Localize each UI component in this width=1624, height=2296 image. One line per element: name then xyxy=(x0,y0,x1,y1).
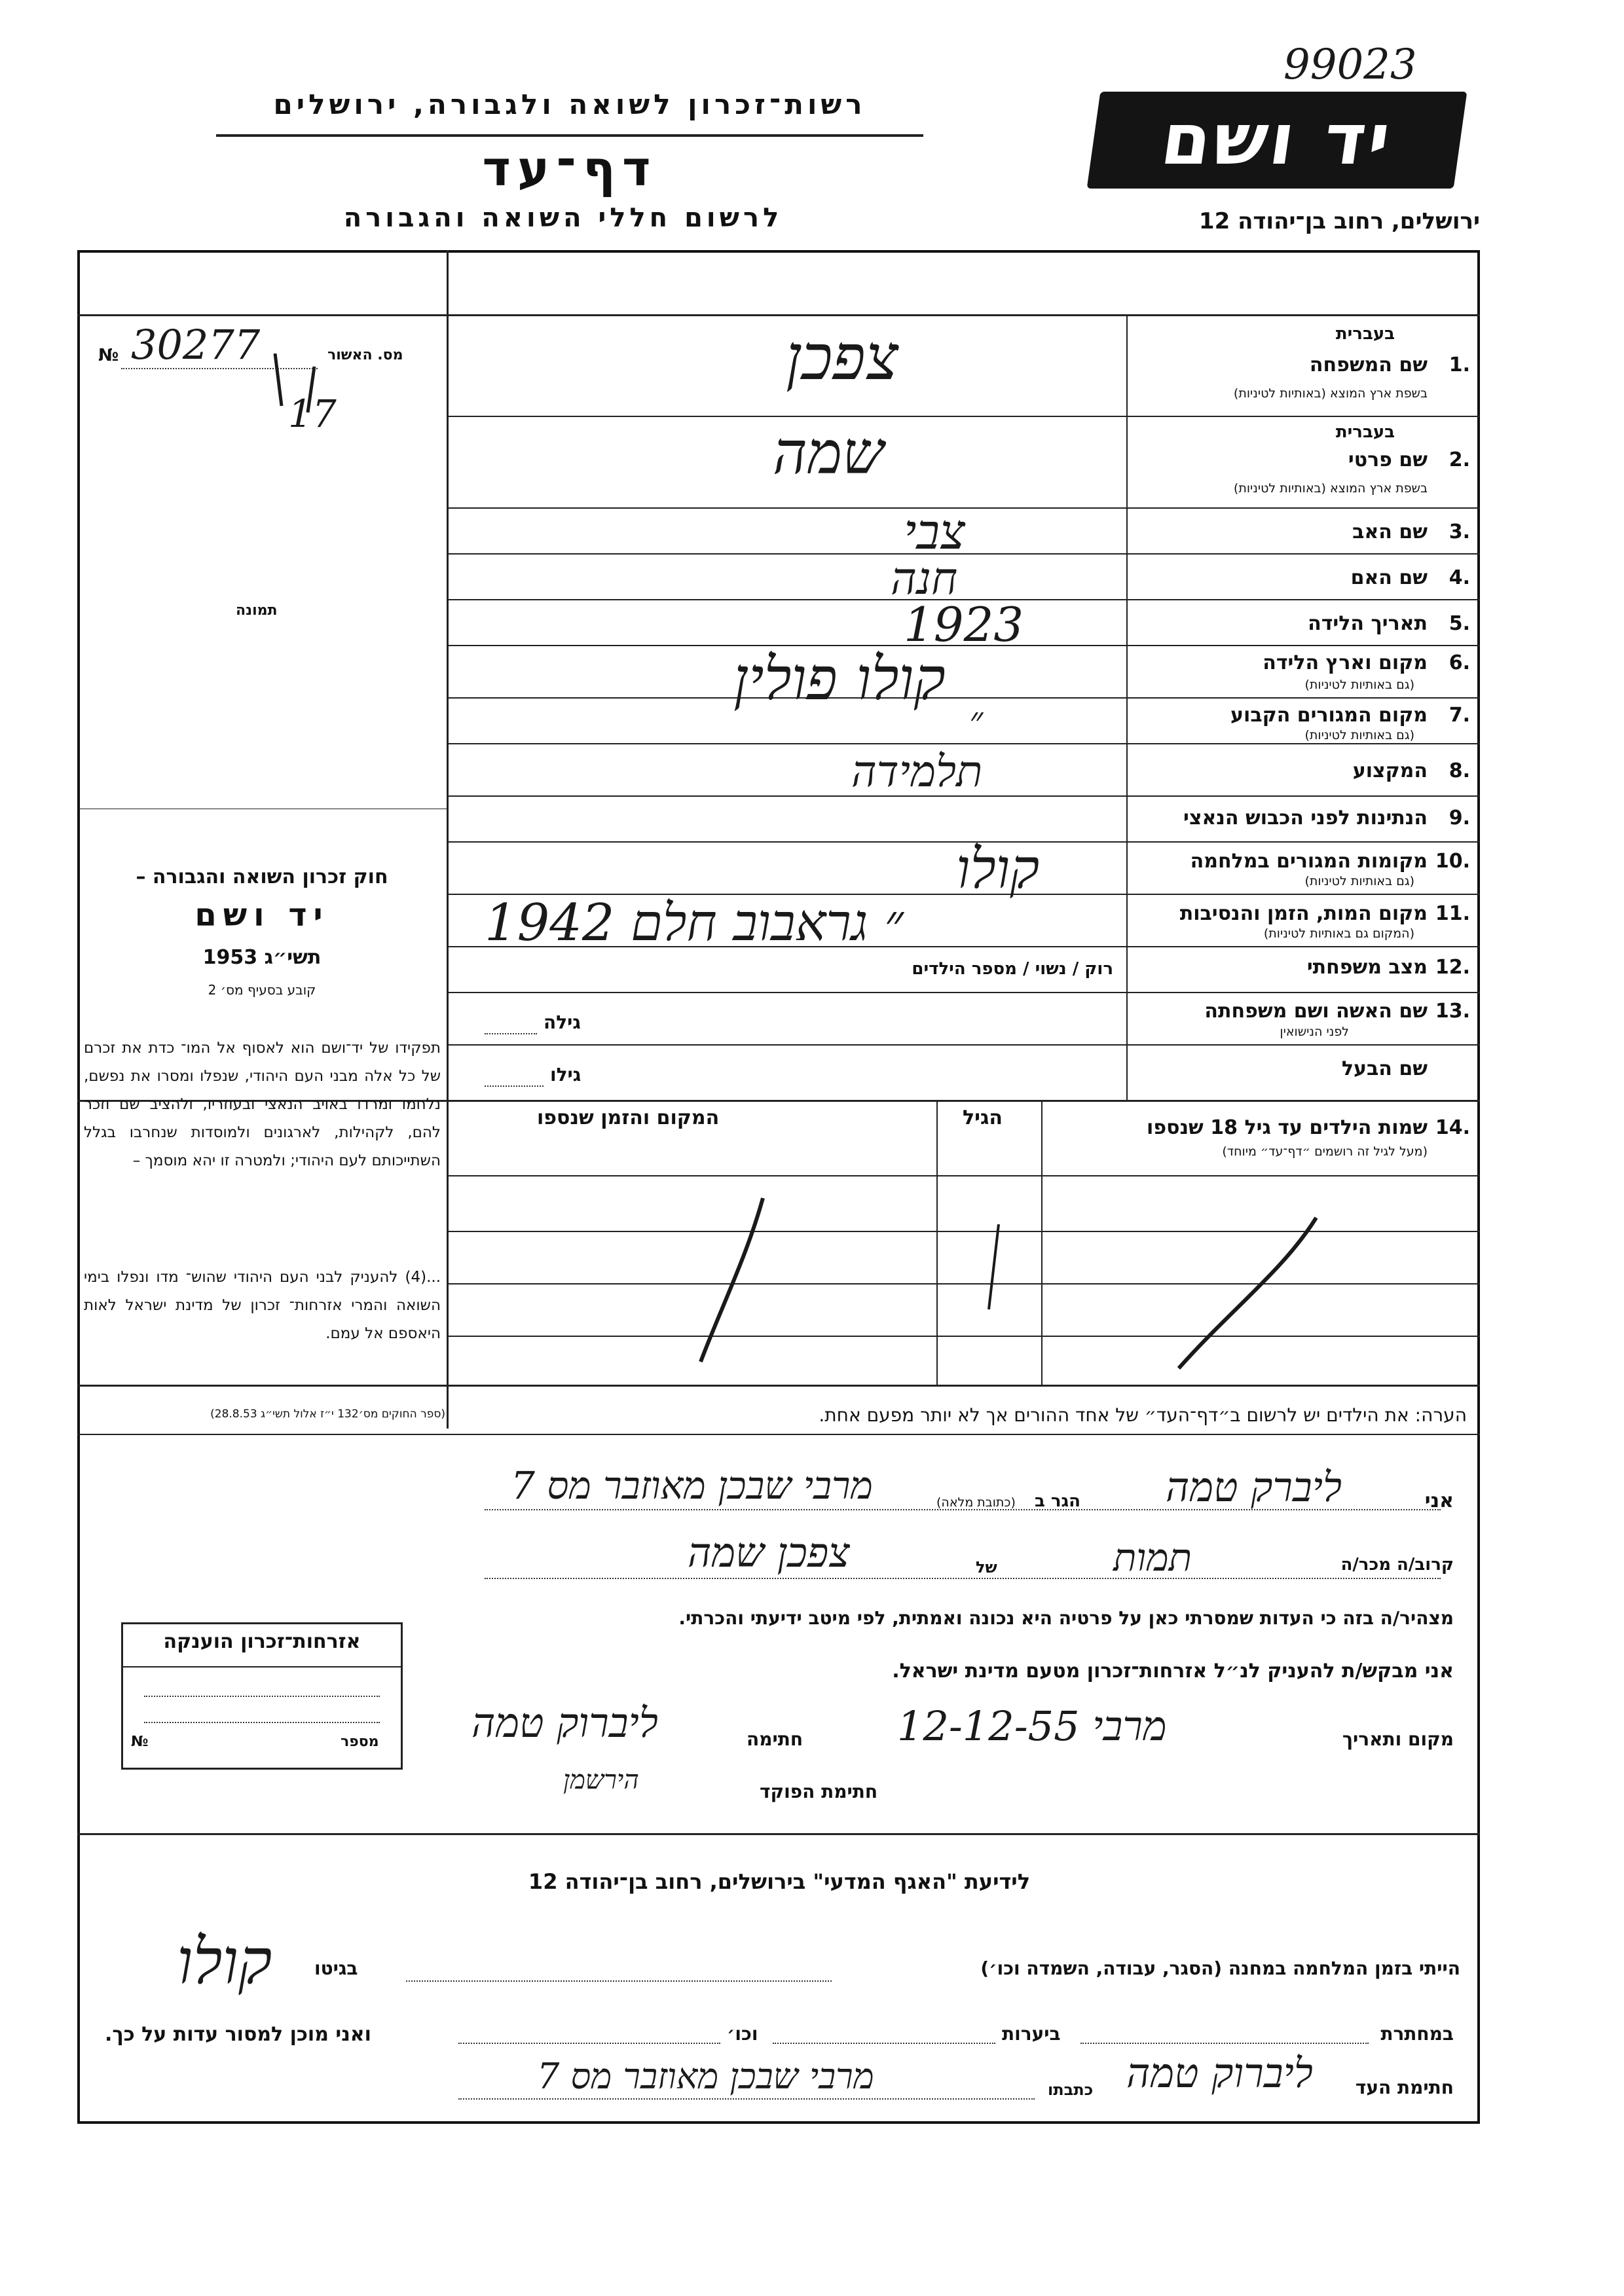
law-title: חוק זכרון השואה והגבורה – xyxy=(136,866,388,888)
husband-age-label: גילו xyxy=(550,1064,581,1085)
footer-ready-text: ואני מוכן למסור עדות על כך. xyxy=(105,2023,371,2046)
field-1-number: 1. xyxy=(1449,354,1470,376)
field-6-label: מקום וארץ הלידה xyxy=(1263,651,1428,674)
field-7-number: 7. xyxy=(1449,704,1470,727)
field-10-number: 10. xyxy=(1435,850,1470,873)
field-6-value: קולו פולין xyxy=(733,645,946,714)
authority-title: רשות־זכרון לשואה ולגבורה, ירושלים xyxy=(273,88,866,120)
footer-witness-value: ליברוק טמה xyxy=(1126,2049,1313,2097)
law-text-purpose: תפקידו של יד־ושם הוא לאסוף אל המו־ כדת את זכרם של כל אלה מבני העם היהודי, שנפלו ומסרו את נפשם, נלחמו ומרדו באויב הנאצי ובעוזריו, ולהציב שם וזכר להם, לקהילות, לארגונים ולמוסדות שנחרבו בגלל השתייכותם לעם היהודי; ולמטרה זו יהא מוסמך – xyxy=(84,1040,441,1169)
field-2-label: שם פרטי xyxy=(1348,448,1428,471)
field-5-label: תאריך הלידה xyxy=(1308,612,1428,635)
citizenship-box-title: אזרחות־זכרון הוענקה xyxy=(163,1630,361,1653)
field-3-label: שם האב xyxy=(1352,520,1428,543)
field-2-number: 2. xyxy=(1449,448,1470,471)
field-13-sub: לפני הנישואין xyxy=(1280,1025,1349,1039)
footer-ghetto-label: בגיטו xyxy=(314,1958,358,1979)
wife-age-label: גילה xyxy=(544,1011,581,1033)
field-9-label: הנתינות לפני הכבוש הנאצי xyxy=(1183,807,1428,829)
decl-relative-value: תמות xyxy=(1113,1535,1192,1580)
citizenship-box-number: מספר xyxy=(341,1734,379,1750)
field-6-sub: (גם באותיות לטיניות) xyxy=(1304,678,1414,692)
decl-signature-label: חתימה xyxy=(747,1728,803,1750)
field-12-number: 12. xyxy=(1435,956,1470,979)
footer-forests-label: ביערות xyxy=(1002,2023,1061,2045)
field-2-hebrew-note: בעברית xyxy=(1335,422,1395,442)
field-1-value: צפכן xyxy=(786,321,898,394)
field-1-hebrew-note: בעברית xyxy=(1335,324,1395,344)
permit-no-sign: № xyxy=(98,346,119,365)
decl-of-label: של xyxy=(976,1558,997,1576)
archive-number: 99023 xyxy=(1283,41,1417,89)
decl-of-value: צפכן שמה xyxy=(688,1529,850,1576)
address: ירושלים, רחוב בן־יהודה 12 xyxy=(1198,208,1480,234)
husband-label: שם הבעל xyxy=(1341,1057,1428,1080)
field-12-label: מצב משפחתי xyxy=(1306,956,1428,979)
decl-official-label: חתימת הפוקד xyxy=(760,1781,878,1802)
footer-address-label: כתבתו xyxy=(1048,2081,1094,2099)
field-11-label: מקום המות, הזמן והנסיבות xyxy=(1179,902,1428,925)
field-8-label: המקצוע xyxy=(1352,759,1428,782)
field-5-value: 1923 xyxy=(904,597,1024,652)
note-text: הערה: את הילדים יש לרשום ב״דף־העד״ של אחד ההורים אך לא יותר מפעם אחת. xyxy=(819,1404,1467,1426)
children-age-header: הגיל xyxy=(963,1106,1003,1129)
decl-statement: מצהיר/ה בזה כי העדות שמסרתי כאן על פרטיה היא נכונה ואמתית, לפי מיטב ידיעתי והכרתי. xyxy=(678,1607,1454,1629)
field-6-number: 6. xyxy=(1449,651,1470,674)
field-10-value: קולו xyxy=(956,837,1040,901)
decl-request: אני מבקש/ת להעניק לנ״ל אזרחות־זכרון מטעם מדינת ישראל. xyxy=(892,1660,1454,1683)
law-clause: קובע בסעיף מס׳ 2 xyxy=(208,982,316,998)
decl-lives-sub: (כתובת מלאה) xyxy=(936,1495,1016,1510)
children-sub: (מעל לגיל זה רושמים ״דף־עד״ מיוחד) xyxy=(1222,1144,1428,1159)
field-10-sub: (גם באותיות לטיניות) xyxy=(1304,874,1414,888)
footer-address-value: מרבי שבכן מאוזבר מס 7 xyxy=(537,2056,874,2097)
decl-official-value: הירשמן xyxy=(563,1765,639,1795)
form-subtitle: לרשום חללי השואה והגבורה xyxy=(343,203,783,233)
field-4-number: 4. xyxy=(1449,566,1470,589)
field-10-label: מקומות המגורים במלחמה xyxy=(1190,850,1428,873)
field-9-number: 9. xyxy=(1449,807,1470,829)
field-8-number: 8. xyxy=(1449,759,1470,782)
field-4-value: חנה xyxy=(891,553,958,605)
field-3-value: צבי xyxy=(904,504,965,560)
decl-place-date-label: מקום ותאריך xyxy=(1342,1728,1454,1750)
field-5-number: 5. xyxy=(1449,612,1470,635)
field-13-number: 13. xyxy=(1435,1000,1470,1023)
field-3-number: 3. xyxy=(1449,520,1470,543)
field-2-value: שמה xyxy=(773,419,884,488)
field-8-value: תלמידה xyxy=(851,746,983,797)
field-7-label: מקום המגורים הקבוע xyxy=(1230,704,1428,727)
decl-i-label: אני xyxy=(1424,1489,1454,1512)
law-year: תשי״ג 1953 xyxy=(202,946,322,969)
field-1-label: שם המשפחה xyxy=(1309,354,1428,376)
decl-lives-label: הגר ב xyxy=(1035,1491,1081,1511)
permit-value: 30277 xyxy=(131,321,261,369)
field-4-label: שם האם xyxy=(1350,566,1428,589)
decl-signature-value: ליברוק טמה xyxy=(471,1699,658,1747)
children-label: שמות הילדים עד גיל 18 שנספו xyxy=(1147,1116,1428,1139)
field-7-value: ״ xyxy=(969,699,984,742)
field-13-label: שם האשה ושם משפחתה xyxy=(1204,1000,1428,1023)
law-name: יד ושם xyxy=(194,897,329,934)
footer-was-text: הייתי בזמן המלחמה במחנה (הסגר, עבודה, השמדה וכו׳) xyxy=(980,1958,1460,1979)
logo-text: יד ושם xyxy=(1156,99,1398,181)
decl-place-date-value: מרבי 12-12-55 xyxy=(897,1702,1167,1750)
citizenship-box-no-sign: № xyxy=(131,1734,149,1750)
children-number: 14. xyxy=(1435,1116,1470,1139)
footer-title: לידיעת "האגף המדעי" בירושלים, רחוב בן־יהודה 12 xyxy=(528,1869,1031,1894)
footer-ghetto-value: קולו xyxy=(177,1925,272,1998)
field-11-number: 11. xyxy=(1435,902,1470,925)
field-11-value: ״ גראבוב חלם 1942 xyxy=(485,894,904,953)
law-text-clause-4: ...(4) להעניק לבני העם היהודי שהוש־ מדו ונפלו בימי השואה והמרי אזרחות־ זכרון של מדינת ישראל לאות היאספם אל עמם. xyxy=(84,1269,441,1342)
footer-underground-label: במחתרת xyxy=(1380,2023,1454,2045)
field-12-value: רוק / נשוי / מספר הילדים xyxy=(912,959,1113,979)
photo-label: תמונה xyxy=(236,602,278,619)
footer-etc-label: וכו׳ xyxy=(727,2023,758,2045)
permit-label: מס. האשור xyxy=(327,347,403,363)
decl-lives-value: מרבי שבכן מאוזבר מס 7 xyxy=(511,1463,873,1508)
permit-sub-value: 17 xyxy=(288,392,337,436)
form-title: דף־עד xyxy=(482,141,657,197)
field-2-sub: בשפת ארץ המוצא (באותיות לטיניות) xyxy=(1233,481,1428,496)
field-11-sub: (המקום גם באותיות לטיניות) xyxy=(1263,926,1414,941)
decl-i-value: ליברק טמה xyxy=(1166,1463,1342,1511)
footer-witness-label: חתימת העד xyxy=(1355,2077,1454,2098)
children-place-header: המקום והזמן שנספו xyxy=(537,1106,720,1129)
decl-relative-label: קרוב/ה מכר/ה xyxy=(1340,1555,1454,1575)
law-source: (ספר החוקים מס׳132 י״ז אלול תשי״ג 28.8.53) xyxy=(210,1408,445,1421)
field-1-sub: בשפת ארץ המוצא (באותיות לטיניות) xyxy=(1233,386,1428,401)
field-7-sub: (גם באותיות לטיניות) xyxy=(1304,728,1414,742)
